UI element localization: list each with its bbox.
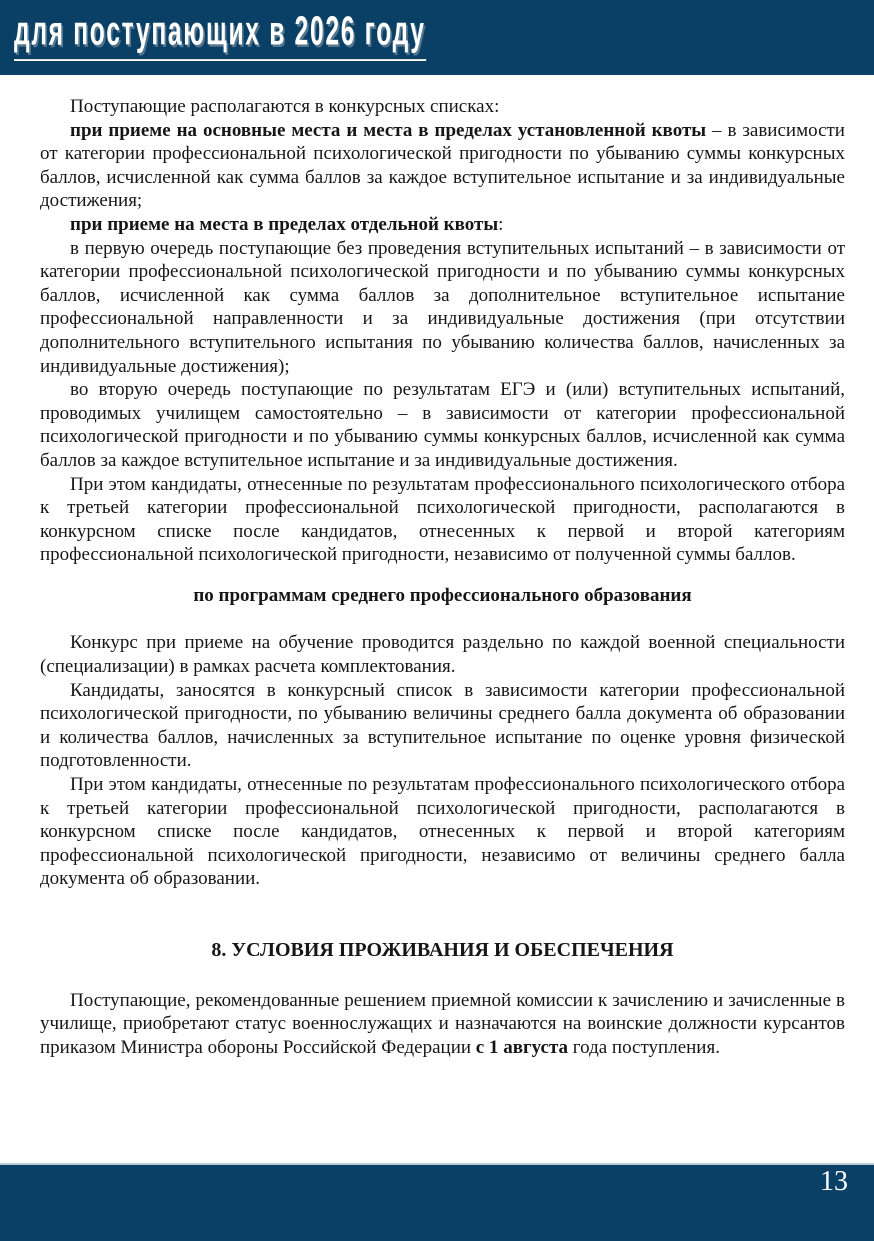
section-heading-living-conditions: 8. УСЛОВИЯ ПРОЖИВАНИЯ И ОБЕСПЕЧЕНИЯ	[211, 939, 674, 961]
text-run-main-quota: – в зависимости от категории профессиональной психологической пригодности по убыванию суммы конкурсных баллов, исчисленной как сумма баллов за каждое вступительное испытание и за индивидуальные достижения;	[40, 119, 845, 212]
document-content	[0, 75, 874, 1059]
paragraph-third-category-spo: При этом кандидаты, отнесенные по результатам профессионального психологического отбора к третьей категории профессиональной психологической пригодности, располагаются в конкурсном списке после кандидатов, отнесенных к первой и второй категориям профессиональной психологической пригодности, независимо от величины среднего балла документа об образовании.	[40, 774, 845, 890]
paragraph-separate-quota	[40, 213, 845, 237]
text-run-enrollment-pre: Поступающие, рекомендованные решением приемной комиссии к зачислению и зачисленные в училище, приобретают статус военнослужащих и назначаются на воинские должности курсантов приказом Министра обороны Российской Федерации	[40, 989, 845, 1058]
text-run-separate-quota: :	[498, 213, 504, 235]
page-footer-band	[0, 1163, 874, 1241]
paragraph-first-priority: в первую очередь поступающие без проведения вступительных испытаний – в зависимости от категории профессиональной психологической пригодности и по убыванию суммы конкурсных баллов, исчисленной как сумма баллов за дополнительное вступительное испытание профессиональной направленности и за индивидуальные достижения (при отсутствии дополнительного вступительного испытания по убыванию количества баллов, начисленных за индивидуальные достижения);	[40, 237, 845, 377]
bold-run-main-quota: при приеме на основные места и места в пределах установленной квоты	[70, 119, 707, 141]
paragraph-competitive-lists: Поступающие располагаются в конкурсных списках:	[70, 96, 500, 117]
subsection-heading-spo: по программам среднего профессионального образования	[193, 584, 692, 606]
paragraph-second-priority: во вторую очередь поступающие по результатам ЕГЭ и (или) вступительных испытаний, проводимых училищем самостоятельно – в зависимости от категории профессиональной психологической пригодности и по убыванию суммы конкурсных баллов, исчисленной как сумма баллов за каждое вступительное испытание и за индивидуальные достижения.	[40, 379, 845, 471]
paragraph-third-category: При этом кандидаты, отнесенные по результатам профессионального психологического отбора к третьей категории профессиональной психологической пригодности, располагаются в конкурсном списке после кандидатов, отнесенных к первой и второй категориям профессиональной психологической пригодности, независимо от полученной суммы баллов.	[40, 473, 845, 566]
paragraph-contest-per-specialty: Конкурс при приеме на обучение проводится раздельно по каждой военной специальности (специализации) в рамках расчета комплектования.	[40, 632, 845, 678]
paragraph-enrollment-status	[40, 989, 845, 1060]
paragraph-main-places-quota	[40, 119, 845, 213]
text-run-enrollment-post: года поступления.	[568, 1036, 720, 1058]
page-number: 13	[820, 1166, 848, 1197]
page-header-band	[0, 0, 874, 75]
bold-run-separate-quota: при приеме на места в пределах отдельной квоты	[70, 213, 499, 235]
page-header-title: для поступающих в 2026 году	[14, 7, 426, 61]
bold-run-august-first: с 1 августа	[475, 1036, 569, 1058]
paragraph-candidates-ranking: Кандидаты, заносятся в конкурсный список в зависимости категории профессиональной психологической пригодности, по убыванию величины среднего балла документа об образовании и количества баллов, начисленных за вступительное испытание по оценке уровня физической подготовленности.	[40, 679, 845, 772]
